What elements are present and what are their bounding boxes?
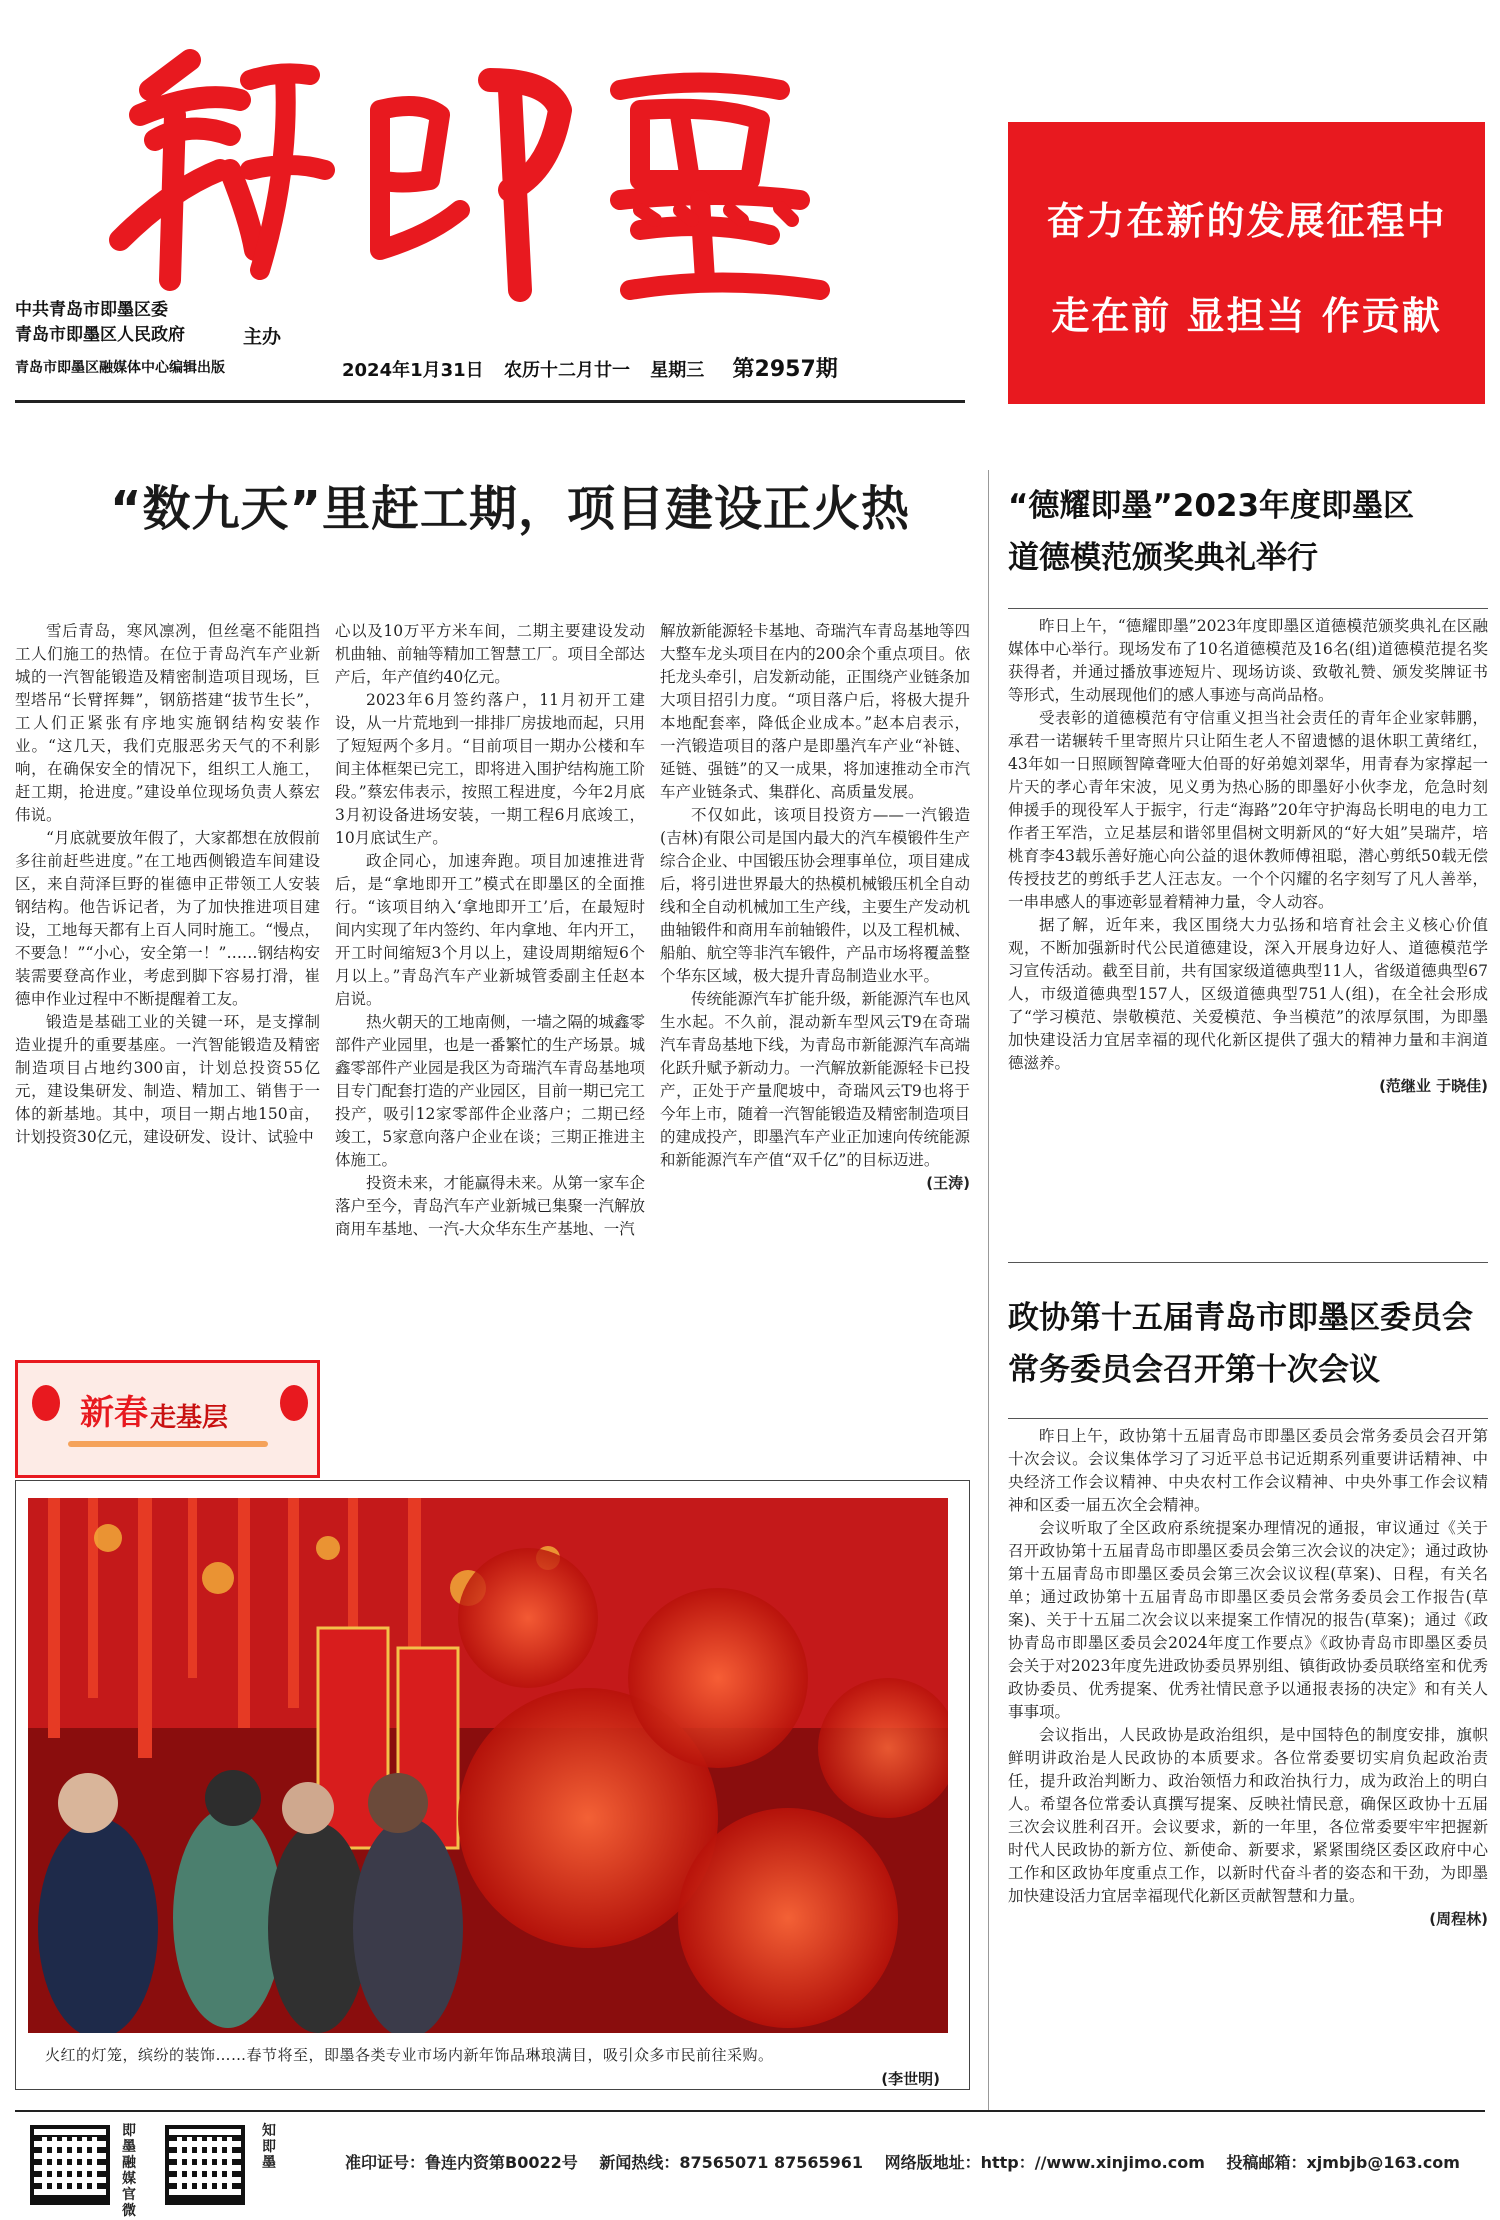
slogan-line-1: 奋力在新的发展征程中 (1046, 199, 1447, 243)
story3-rule (1008, 1418, 1488, 1419)
lead-paragraph: 不仅如此，该项目投资方——一汽锻造(吉林)有限公司是国内最大的汽车模锻件生产综合企业、中国锻压协会理事单位，项目建成后，将引进世界最大的热模机械锻压机全自动线和全自动机械加工生产线，主要生产发动机曲轴锻件和商用车前轴锻件，以及工程机械、船舶、航空等非汽车锻件，产品市场将覆盖整个华东区域，极大提升青岛制造业水平。 (660, 806, 970, 985)
lead-paragraph: 投资未来，才能赢得未来。从第一家车企落户至今，青岛汽车产业新城已集聚一汽解放商用车基地、一汽-大众华东生产基地、一汽 (335, 1174, 645, 1238)
host-line-1: 中共青岛市即墨区委 (15, 300, 168, 320)
newspaper-logo (80, 20, 880, 310)
publisher-line: 青岛市即墨区融媒体中心编辑出版 (15, 360, 225, 376)
market-photo (28, 1498, 948, 2033)
story3-paragraph: 会议听取了全区政府系统提案办理情况的通报，审议通过《关于召开政协第十五届青岛市即墨区委员会第三次会议的决定》；通过政协第十五届青岛市即墨区委员会第三次会议议程(草案)、日程，有关名单；通过政协第十五届青岛市即墨区委员会常务委员会工作报告(草案)、关于十五届二次会议以来提案工作情况的报告(草案)；通过《政协青岛市即墨区委员会2024年度工作要点》《政协青岛市即墨区委员会关于对2023年度先进政协委员界别组、镇街政协委员联络室和优秀政协委员、优秀提案、优秀社情民意予以通报表扬的决定》和有关人事事项。 (1008, 1519, 1488, 1721)
host-line-2: 青岛市即墨区人民政府 (15, 325, 185, 345)
story3-headline (1008, 1292, 1488, 1396)
masthead (0, 0, 1500, 410)
lead-paragraph: “月底就要放年假了，大家都想在放假前多往前赶些进度。”在工地西侧锻造车间建设区，来自菏泽巨野的崔德申正带领工人安装钢结构。他告诉记者，为了加快推进项目建设，工地每天都有上百人同时施工。“慢点，不要急！”“小心，安全第一！”……钢结构安装需要登高作业，考虑到脚下容易打滑，崔德申作业过程中不断提醒着工友。 (15, 829, 320, 1008)
issue-date: 2024年1月31日 (342, 360, 484, 381)
lantern-icon (32, 1385, 60, 1421)
website-address[interactable]: 网络版地址：http：//www.xinjimo.com (884, 2153, 1205, 2172)
lunar-date: 农历十二月廿一 (503, 360, 630, 381)
story2-body (1008, 615, 1488, 1235)
lead-paragraph: 热火朝天的工地南侧，一墙之隔的城鑫零部件产业园里，也是一番繁忙的生产场景。城鑫零部件产业园是我区为奇瑞汽车青岛基地项目专门配套打造的产业园区，目前一期已完工投产，吸引12家零部件企业落户；二期已经竣工，5家意向落户企业在谈；三期正推进主体施工。 (335, 1013, 645, 1169)
story3-byline: (周程林) (1429, 1910, 1488, 1928)
lead-paragraph: 解放新能源轻卡基地、奇瑞汽车青岛基地等四大整车龙头项目在内的200余个重点项目。依托龙头牵引，启发新动能，正围绕产业链条加大项目招引力度。“项目落户后，将极大提升本地配套率，降低企业成本。”赵本启表示，一汽锻造项目的落户是即墨汽车产业“补链、延链、强链”的又一成果，将加速推动全市汽车产业链条式、集群化、高质量发展。 (660, 622, 970, 801)
badge-main-text: 新春 (80, 1393, 148, 1433)
lantern-icon (280, 1385, 308, 1421)
story2-paragraph: 昨日上午，“德耀即墨”2023年度即墨区道德模范颁奖典礼在区融媒体中心举行。现场发布了10名道德模范及16名(组)道德模范提名奖获得者，并通过播放事迹短片、现场访谈、致敬礼赞、颁发奖牌证书等形式，生动展现他们的感人事迹与高尚品格。 (1008, 617, 1488, 704)
photo-byline: (李世明) (881, 2070, 940, 2088)
story3-headline-line-1: 政协第十五届青岛市即墨区委员会 (1008, 1300, 1473, 1336)
story3-paragraph: 昨日上午，政协第十五届青岛市即墨区委员会常务委员会召开第十次会议。会议集体学习了习近平总书记近期系列重要讲话精神、中央经济工作会议精神、中央农村工作会议精神、中央外事工作会议精神和区委一届五次全会精神。 (1008, 1427, 1488, 1514)
lead-paragraph: 锻造是基础工业的关键一环，是支撑制造业提升的重要基座。一汽智能锻造及精密制造项目占地约300亩，计划总投资55亿元，建设集研发、制造、精加工、销售于一体的新基地。其中，项目一期占地150亩，计划投资30亿元，建设研发、设计、试验中 (15, 1013, 320, 1146)
weekday: 星期三 (650, 360, 705, 381)
lead-headline: “数九天”里赶工期，项目建设正火热 (109, 481, 911, 537)
lead-column-1 (15, 620, 320, 1360)
lead-column-3 (660, 620, 970, 1480)
column-separator (988, 470, 989, 2110)
badge-sub-text: 走基层 (150, 1403, 229, 1433)
news-hotline: 新闻热线：87565071 87565961 (599, 2153, 864, 2172)
badge-ribbon (68, 1441, 268, 1447)
contact-email[interactable]: 投稿邮箱：xjmbjb@163.com (1226, 2153, 1460, 2172)
story3-body (1008, 1425, 1488, 2105)
footer-rule (15, 2110, 1485, 2112)
slogan-box (1008, 122, 1485, 404)
story3-paragraph: 会议指出，人民政协是政治组织，是中国特色的制度安排，旗帜鲜明讲政治是人民政协的本质要求。各位常委要切实肩负起政治责任，提升政治判断力、政治领悟力和政治执行力，成为政治上的明白人。希望各位常委认真撰写提案、反映社情民意，确保区政协十五届三次会议胜利召开。会议要求，新的一年里，各位常委要牢牢把握新时代人民政协的新方位、新使命、新要求，紧紧围绕区委区政府中心工作和区政协年度重点工作，以新时代奋斗者的姿态和干劲，为即墨加快建设活力宜居幸福现代化新区贡献智慧和力量。 (1008, 1726, 1488, 1905)
story2-rule (1008, 608, 1488, 609)
slogan-line-2: 走在前 显担当 作贡献 (1051, 294, 1442, 338)
story-separator-rule (1008, 1262, 1488, 1263)
host-organizations (15, 298, 335, 381)
festival-column-badge (15, 1360, 320, 1478)
lead-paragraph: 雪后青岛，寒风凛冽，但丝毫不能阻挡工人们施工的热情。在位于青岛汽车产业新城的一汽智能锻造及精密制造项目现场，巨型塔吊“长臂挥舞”，钢筋搭建“拔节生长”，工人们正紧张有序地实施钢结构安装作业。“这几天，我们克服恶劣天气的不利影响，在确保安全的情况下，组织工人施工，赶工期，抢进度。”建设单位现场负责人蔡宏伟说。 (15, 622, 320, 824)
print-license: 准印证号：鲁连内资第B0022号 (345, 2153, 578, 2172)
story2-paragraph: 据了解，近年来，我区围绕大力弘扬和培育社会主义核心价值观，不断加强新时代公民道德建设，深入开展身边好人、道德模范学习宣传活动。截至目前，共有国家级道德典型11人，省级道德典型67人，市级道德典型157人，区级道德典型751人(组)，在全社会形成了“学习模范、崇敬模范、关爱模范、争当模范”的浓厚氛围，为即墨加快建设活力宜居幸福的现代化新区提供了强大的精神力量和丰润道德滋养。 (1008, 916, 1488, 1072)
lead-byline: (王涛) (926, 1174, 970, 1192)
qr-code-icon (165, 2125, 245, 2205)
story2-byline: (范继业 于晓佳) (1379, 1077, 1488, 1095)
story2-paragraph: 受表彰的道德模范有守信重义担当社会责任的青年企业家韩鹏，承君一诺辗转千里寄照片只让陌生老人不留遗憾的退休职工黄绪红，43年如一日照顾智障聋哑大伯哥的好弟媳刘翠华，用青春为家撑起一片天的孝心青年宋波，见义勇为热心肠的即墨好小伙李龙，危急时刻伸援手的现役军人于振宇，行走“海路”20年守护海岛长明电的电力工作者王军浩，立足基层和谐邻里倡树文明新风的“好大姐”吴瑞芹，培桃育李43载乐善好施心向公益的退休教师傅祖聪，潜心剪纸50载无偿传授技艺的剪纸手艺人汪志友。一个个闪耀的名字刻写了凡人善举，一串串感人的事迹彰显着精神力量，令人动容。 (1008, 709, 1488, 911)
lead-paragraph: 2023年6月签约落户，11月初开工建设，从一片荒地到一排排厂房拔地而起，只用了短短两个多月。“目前项目一期办公楼和车间主体框架已完工，即将进入围护结构施工阶段。”蔡宏伟表示，按照工程进度，今年2月底3月初设备进场安装，一期工程6月底竣工，10月底试生产。 (335, 691, 645, 847)
story2-headline-line-2: 道德模范颁奖典礼举行 (1008, 540, 1318, 576)
qr1-label: 即墨融媒官微 (122, 2123, 136, 2219)
story2-headline-line-1: “德耀即墨”2023年度即墨区 (1008, 488, 1415, 524)
issue-info (342, 352, 852, 383)
masthead-rule (15, 400, 965, 403)
story3-headline-line-2: 常务委员会召开第十次会议 (1008, 1352, 1380, 1388)
qr-code-icon (30, 2125, 110, 2205)
host-tag: 主办 (243, 326, 282, 348)
lead-column-2 (335, 620, 645, 1480)
lead-paragraph: 心以及10万平方米车间，二期主要建设发动机曲轴、前轴等精加工智慧工厂。项目全部达产后，年产值约40亿元。 (335, 622, 645, 686)
photo-caption: 火红的灯笼，缤纷的装饰……春节将至，即墨各类专业市场内新年饰品琳琅满目，吸引众多市民前往采购。 (45, 2046, 774, 2064)
lead-paragraph: 政企同心，加速奔跑。项目加速推进背后，是“拿地即开工”模式在即墨区的全面推行。“该项目纳入‘拿地即开工’后，在最短时间内实现了年内签约、年内拿地、年内开工，开工时间缩短3个月以上，建设周期缩短6个月以上。”青岛汽车产业新城管委副主任赵本启说。 (335, 852, 645, 1008)
lead-paragraph: 传统能源汽车扩能升级，新能源汽车也风生水起。不久前，混动新车型风云T9在奇瑞汽车青岛基地下线，为青岛市新能源汽车高端化跃升赋予新动力。一汽解放新能源轻卡已投产，正处于产量爬坡中，奇瑞风云T9也将于今年上市，随着一汽智能锻造及精密制造项目的建成投产，即墨汽车产业正加速向传统能源和新能源汽车产值“双千亿”的目标迈进。 (660, 990, 970, 1169)
issue-number: 第2957期 (732, 357, 838, 382)
qr2-label: 知即墨 (262, 2123, 276, 2171)
story2-headline (1008, 480, 1488, 584)
footer-info (345, 2150, 1476, 2173)
